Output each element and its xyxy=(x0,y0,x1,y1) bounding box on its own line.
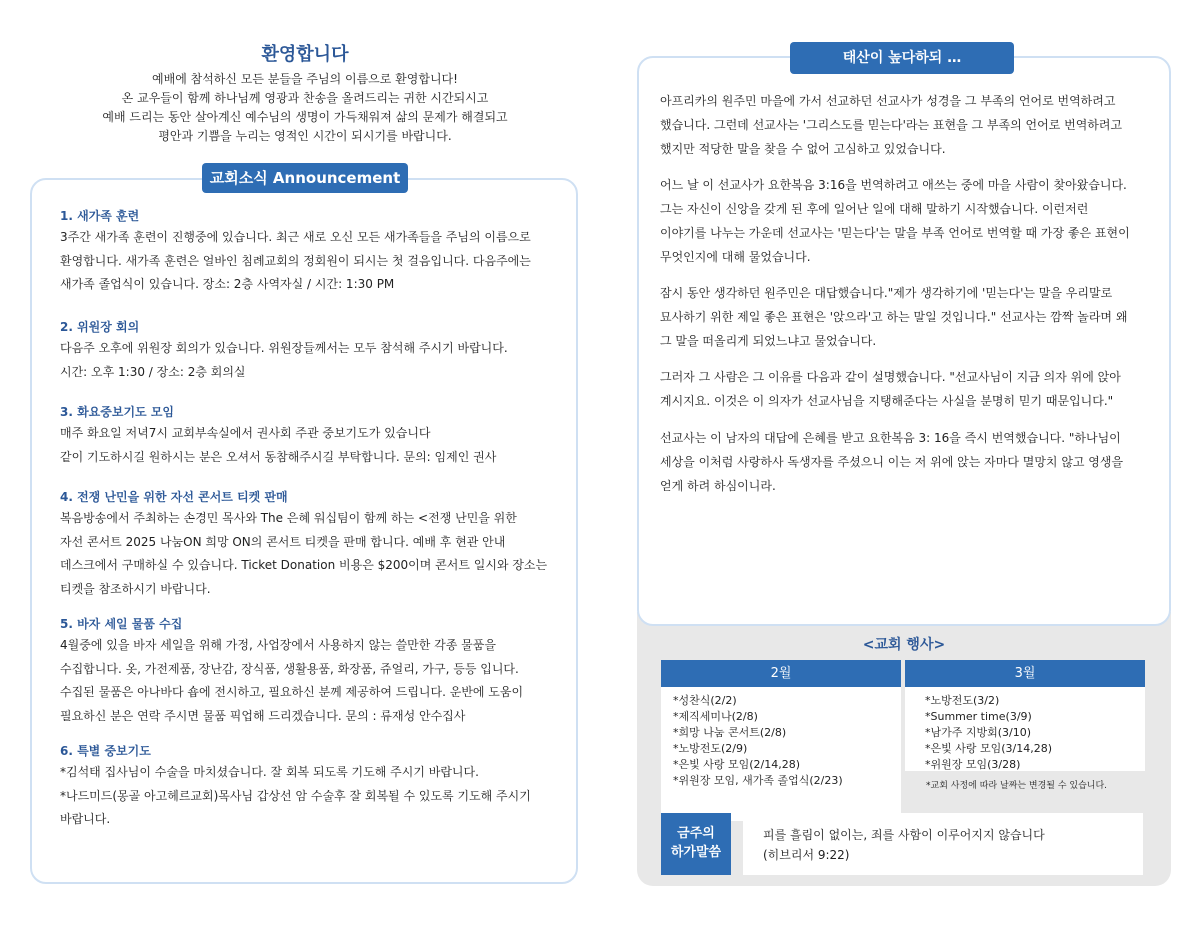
event-item: *은빛 사랑 모임(2/14,28) xyxy=(673,758,801,771)
announcement-line: 새가족 졸업식이 있습니다. 장소: 2층 사역자실 / 시간: 1:30 PM xyxy=(60,277,395,291)
announcement-line: 환영합니다. 새가족 훈련은 얼바인 침례교회의 정회원이 되시는 첫 걸음입니다. 다음주에는 xyxy=(60,253,531,268)
story-paragraph xyxy=(660,89,1156,161)
announcement-heading: 3. 화요중보기도 모임 xyxy=(60,405,175,419)
welcome-line: 온 교우들이 함께 하나님께 영광과 찬송을 올려드리는 귀한 시간되시고 xyxy=(121,91,489,105)
story-line: 무엇인지에 대해 물었습니다. xyxy=(660,250,811,264)
announcement-line: *김석태 집사님이 수술을 마치셨습니다. 잘 회복 되도록 기도해 주시기 바랍니다. xyxy=(60,765,479,779)
announcement-line: 매주 화요일 저녁7시 교회부속실에서 권사회 주관 중보기도가 있습니다 xyxy=(60,426,431,440)
story-line: 계시지요. 이것은 이 의자가 선교사님을 지탱해준다는 사실을 분명히 믿기 때문입니다." xyxy=(660,394,1114,408)
verse-text: 피를 흘림이 없이는, 죄를 사함이 이루어지지 않습니다 xyxy=(763,828,1045,842)
verse-box xyxy=(743,813,1143,875)
event-item: *남가주 지방회(3/10) xyxy=(925,726,1032,739)
welcome-line: 예배에 참석하신 모든 분들을 주님의 이름으로 환영합니다! xyxy=(152,72,458,86)
story-line: 그러자 그 사람은 그 이유를 다음과 같이 설명했습니다. "선교사님이 지금 의자 위에 앉아 xyxy=(660,370,1121,384)
announcement-line: 복음방송에서 주최하는 손경민 목사와 The 은혜 워십팀이 함께 하는 <전쟁 난민을 위한 xyxy=(60,511,517,525)
story-paragraph xyxy=(660,173,1156,269)
story-line: 세상을 이처럼 사랑하사 독생자를 주셨으니 이는 저 위에 앉는 자마다 멸망치 않고 영생을 xyxy=(660,455,1124,469)
story-line: 그는 자신이 신앙을 갖게 된 후에 일어난 일에 대해 말하기 시작했습니다. 이런저런 xyxy=(660,202,1089,216)
story-line: 얻게 하려 하심이니라. xyxy=(660,479,776,493)
month-header: 3월 xyxy=(905,660,1145,687)
story-paragraph xyxy=(660,426,1156,498)
announcement-item xyxy=(60,402,560,469)
event-item: *Summer time(3/9) xyxy=(925,710,1032,723)
story-line: 아프리카의 원주민 마을에 가서 선교하던 선교사가 성경을 그 부족의 언어로 번역하려고 xyxy=(660,94,1116,108)
event-item: *위원장 모임(3/28) xyxy=(925,758,1021,771)
announcement-line: 시간: 오후 1:30 / 장소: 2층 회의실 xyxy=(60,364,246,379)
verse-label-line: 금주의 xyxy=(677,826,715,841)
announcement-line: 자선 콘서트 2025 나눔ON 희망 ON의 콘서트 티켓을 판매 합니다. 예배 후 현관 안내 xyxy=(60,534,506,549)
announcement-line: 티켓을 참조하시기 바랍니다. xyxy=(60,581,211,596)
announcement-line: 다음주 오후에 위원장 회의가 있습니다. 위원장들께서는 모두 참석해 주시기 바랍니다. xyxy=(60,341,508,355)
announcement-line: 4월중에 있을 바자 세일을 위해 가정, 사업장에서 사용하지 않는 쓸만한 각종 물품을 xyxy=(60,638,496,652)
story-line: 그 말을 떠올리게 되었느냐고 물었습니다. xyxy=(660,334,877,348)
event-item: *희망 나눔 콘서트(2/8) xyxy=(673,726,787,739)
event-item: *위원장 모임, 새가족 졸업식(2/23) xyxy=(673,774,843,787)
announcement-item xyxy=(60,317,560,384)
announcement-item xyxy=(60,614,560,728)
announcement-line: 필요하신 분은 연락 주시면 물품 픽업해 드리겠습니다. 문의 : 류재성 안수집사 xyxy=(60,708,466,723)
story-line: 선교사는 이 남자의 대답에 은혜를 받고 요한복음 3: 16을 즉시 번역했습니다. "하나님이 xyxy=(660,431,1121,445)
announcement-line: 수집합니다. 옷, 가전제품, 장난감, 장식품, 생활용품, 화장품, 쥬얼리, 가구, 등등 입니다. xyxy=(60,661,519,676)
announcement-heading: 4. 전쟁 난민을 위한 자선 콘서트 티켓 판매 xyxy=(60,490,288,504)
events-note: *교회 사정에 따라 날짜는 변경될 수 있습니다. xyxy=(926,781,1108,791)
verse-label-line: 하가말씀 xyxy=(670,845,722,860)
story-line: 잠시 동안 생각하던 원주민은 대답했습니다."제가 생각하기에 '믿는다'는 말을 우리말로 xyxy=(660,286,1113,300)
announcement-line: 바랍니다. xyxy=(60,812,111,826)
story-line: 했지만 적당한 말을 찾을 수 없어 고심하고 있었습니다. xyxy=(660,142,946,156)
announcement-line: *나드미드(몽골 아고헤르교회)목사님 갑상선 암 수술후 잘 회복될 수 있도록 기도해 주시기 xyxy=(60,788,531,803)
month-column-march xyxy=(905,660,1145,771)
announcement-line: 수집된 물품은 아나바다 숍에 전시하고, 필요하신 분께 제공하여 드립니다. 운반에 도움이 xyxy=(60,685,524,699)
month-column-february xyxy=(661,660,901,821)
event-item: *은빛 사랑 모임(3/14,28) xyxy=(925,742,1053,755)
month-list xyxy=(905,687,1145,771)
announcement-heading: 1. 새가족 훈련 xyxy=(60,209,140,223)
month-list xyxy=(661,687,901,821)
announcement-line: 데스크에서 구매하실 수 있습니다. Ticket Donation 비용은 $200이며 콘서트 일시와 장소는 xyxy=(60,558,548,572)
story-paragraph xyxy=(660,365,1156,413)
story-title: 태산이 높다하되 … xyxy=(790,42,1014,74)
announcement-heading: 6. 특별 중보기도 xyxy=(60,744,151,758)
events-title: <교회 행사> xyxy=(862,637,946,653)
welcome-title: 환영합니다 xyxy=(261,44,349,65)
announcement-item xyxy=(60,487,560,601)
announcement-item xyxy=(60,206,560,297)
story-paragraph xyxy=(660,281,1156,353)
event-item: *성찬식(2/2) xyxy=(673,694,737,707)
story-line: 어느 날 이 선교사가 요한복음 3:16을 번역하려고 애쓰는 중에 마을 사람이 찾아왔습니다. xyxy=(660,178,1127,192)
event-item: *노방전도(2/9) xyxy=(673,742,748,755)
announcement-item xyxy=(60,741,560,832)
story-line: 이야기를 나누는 가운데 선교사는 '믿는다'는 말을 부족 언어로 번역할 때 가장 좋은 표현이 xyxy=(660,226,1130,240)
month-header: 2월 xyxy=(661,660,901,687)
event-item: *노방전도(3/2) xyxy=(925,694,1000,707)
announcement-line: 3주간 새가족 훈련이 진행중에 있습니다. 최근 새로 오신 모든 새가족들을 주님의 이름으로 xyxy=(60,230,531,244)
verse-label xyxy=(661,813,731,875)
welcome-block xyxy=(60,40,550,146)
welcome-line: 예배 드리는 동안 살아계신 예수님의 생명이 가득채워져 삶의 문제가 해결되고 xyxy=(102,110,508,124)
verse-reference: (히브리서 9:22) xyxy=(763,848,850,862)
story-line: 했습니다. 그런데 선교사는 '그리스도를 믿는다'라는 표현을 그 부족의 언어로 번역하려고 xyxy=(660,118,1123,132)
welcome-line: 평안과 기쁨을 누리는 영적인 시간이 되시기를 바랍니다. xyxy=(158,129,452,143)
announcement-line: 같이 기도하시길 원하시는 분은 오셔서 동참해주시길 부탁합니다. 문의: 임제인 권사 xyxy=(60,449,497,464)
announcement-heading: 5. 바자 세일 물품 수집 xyxy=(60,617,183,631)
story-line: 묘사하기 위한 제일 좋은 표현은 '앉으라'고 하는 말일 것입니다." 선교사는 깜짝 놀라며 왜 xyxy=(660,310,1128,324)
announcement-heading: 2. 위원장 회의 xyxy=(60,320,140,334)
event-item: *제직세미나(2/8) xyxy=(673,710,758,723)
announcements-title: 교회소식 Announcement xyxy=(202,163,408,193)
